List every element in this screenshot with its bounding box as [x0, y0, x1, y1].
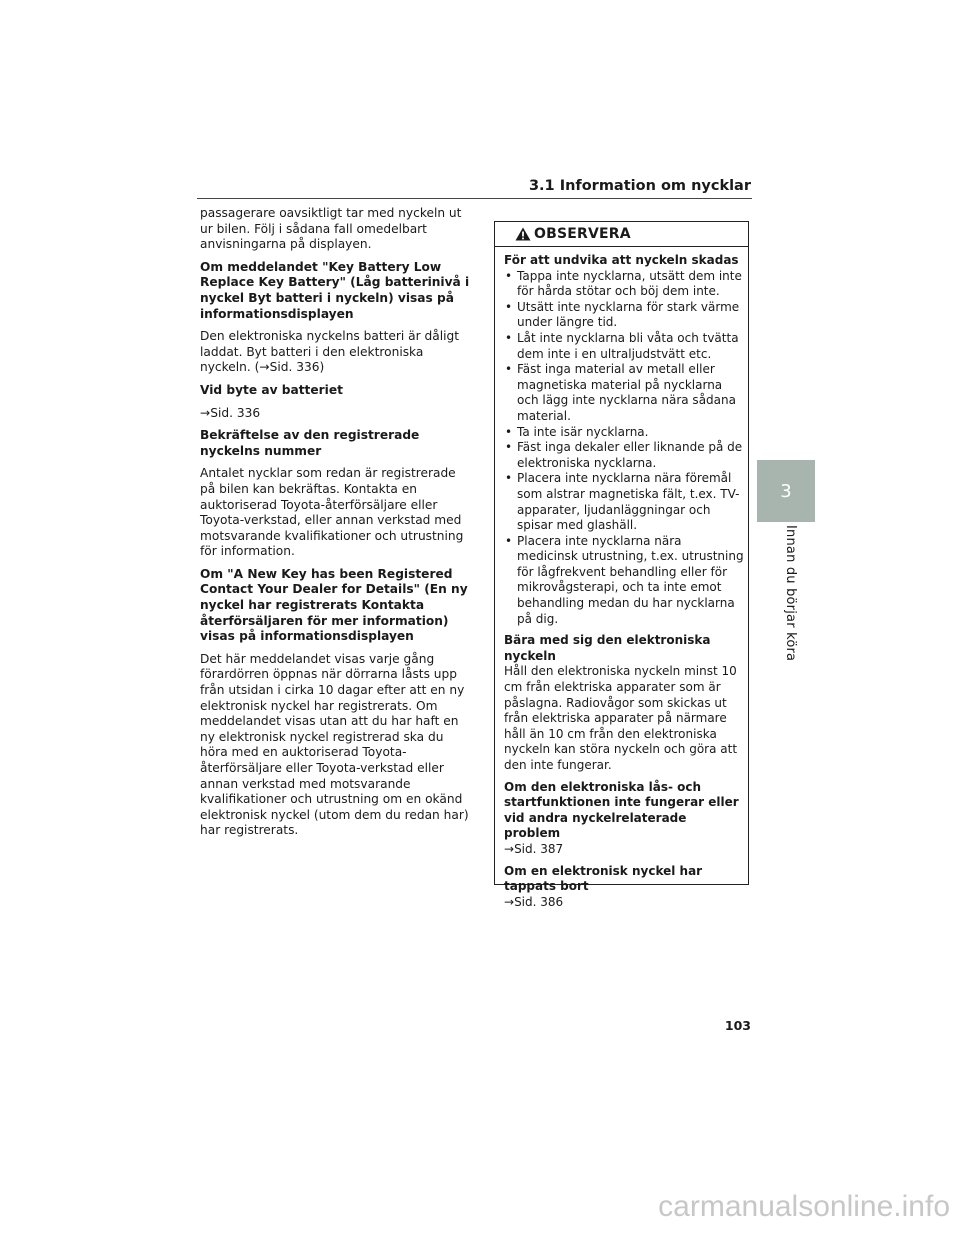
battery-change-reference — [200, 406, 472, 422]
arrow-icon: → — [504, 894, 515, 909]
chapter-number: 3 — [780, 480, 792, 502]
precaution-list — [504, 269, 744, 628]
heading-carry-key: Bära med sig den elektroniska nyckeln — [504, 633, 711, 663]
notice-body — [495, 247, 748, 910]
battery-low-text: Den elektroniska nyckelns batteri är dåligt laddat. Byt batteri i den elektroniska nyckeln. ( — [200, 329, 460, 375]
list-item: • Fäst inga dekaler eller liknande på de elektroniska nycklarna. — [504, 440, 744, 471]
watermark: carmanualsonline.info — [658, 1190, 950, 1223]
list-item: • Utsätt inte nycklarna för stark värme under längre tid. — [504, 300, 744, 331]
list-item: • Fäst inga material av metall eller magnetiska material på nycklarna och lägg inte nycklarna nära sådana material. — [504, 362, 744, 424]
chapter-tab — [757, 460, 815, 522]
intro-paragraph: passagerare oavsiktligt tar med nyckeln ut ur bilen. Följ i sådana fall omedelbart anvisningarna på displayen. — [200, 206, 462, 252]
heading-battery-change: Vid byte av batteriet — [200, 382, 343, 397]
warning-icon — [515, 227, 531, 241]
lock-start-reference — [504, 842, 744, 858]
closing-paren: ) — [319, 360, 325, 375]
page-reference[interactable]: Sid. 386 — [514, 894, 564, 909]
header-divider — [197, 198, 752, 199]
heading-avoid-damage: För att undvika att nyckeln skadas — [504, 253, 739, 267]
carry-key-paragraph: Håll den elektroniska nyckeln minst 10 cm från elektriska apparater som är påslagna. Radiovågor som skickas ut från elektriska apparater på närmare håll än 10 cm från den elektroniska nyckeln kan störa nyckeln och göra att den inte fungerar. — [504, 664, 738, 772]
chapter-label: Innan du börjar köra — [783, 525, 798, 662]
page-number: 103 — [724, 1018, 751, 1033]
heading-key-count: Bekräftelse av den registrerade nyckelns nummer — [200, 428, 420, 458]
heading-key-battery-low: Om meddelandet "Key Battery Low Replace Key Battery" (Låg batterinivå i nyckel Byt batteri i nyckeln) visas på informationsdisplayen — [200, 259, 470, 321]
page-reference[interactable]: Sid. 336 — [210, 405, 261, 420]
key-count-paragraph: Antalet nycklar som redan är registrerade på bilen kan bekräftas. Kontakta en auktoriserad Toyota-återförsäljare eller Toyota-verkstad, eller annan verkstad med motsvarande kvalifikationer och utrustning för information. — [200, 466, 464, 559]
battery-low-paragraph — [200, 329, 472, 376]
list-item: • Tappa inte nycklarna, utsätt dem inte för hårda stötar och böj dem inte. — [504, 269, 744, 300]
page-reference[interactable]: Sid. 336 — [269, 360, 320, 375]
list-item: • Låt inte nycklarna bli våta och tvätta dem inte i en ultraljudstvätt etc. — [504, 331, 744, 362]
notice-box — [494, 221, 749, 909]
heading-key-lost: Om en elektronisk nyckel har tappats bort — [504, 863, 703, 894]
key-lost-reference — [504, 895, 744, 911]
list-item: • Ta inte isär nycklarna. — [504, 425, 744, 441]
left-column — [200, 206, 472, 846]
notice-title: OBSERVERA — [534, 226, 631, 242]
notice-header — [495, 222, 748, 247]
list-item: • Placera inte nycklarna nära föremål som alstrar magnetiska fält, t.ex. TV-apparater, ljudanläggningar och spisar med glashäll. — [504, 471, 744, 533]
new-key-paragraph: Det här meddelandet visas varje gång förardörren öppnas när dörrarna låsts upp från utsidan i cirka 10 dagar efter att en ny elektronisk nyckel har registrerats. Om meddelandet visas utan att du har haft en ny elektronisk nyckel registrerad ska du höra med en auktoriserad Toyota-återförsäljare eller Toyota-verkstad eller annan verkstad med motsvarande kvalifikationer och utrustning om en okänd elektronisk nyckel (utom dem du redan har) har registrerats. — [200, 651, 469, 838]
heading-lock-start-fault: Om den elektroniska lås- och startfunktionen inte fungerar eller vid andra nyckelrelaterade problem — [504, 779, 739, 841]
arrow-icon: → — [200, 405, 211, 420]
list-item: • Placera inte nycklarna nära medicinsk utrustning, t.ex. utrustning för lågfrekvent behandling eller för mikrovågsterapi, och ta inte emot behandling medan du har nycklarna på dig. — [504, 534, 744, 628]
page-reference[interactable]: Sid. 387 — [514, 841, 564, 856]
heading-new-key-registered: Om "A New Key has been Registered Contact Your Dealer for Details" (En ny nyckel har registrerats Kontakta återförsäljaren för mer information) visas på informationsdisplayen — [200, 566, 468, 644]
arrow-icon: → — [259, 360, 270, 375]
arrow-icon: → — [504, 841, 515, 856]
section-title: 3.1 Information om nycklar — [528, 178, 751, 194]
